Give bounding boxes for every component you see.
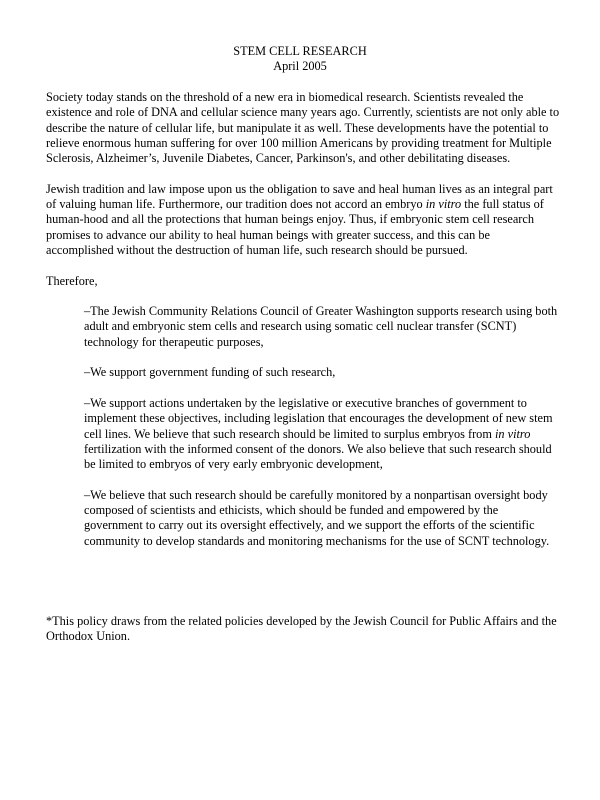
footnote: *This policy draws from the related policies developed by the Jewish Council for Public Affairs and the Orthodox Union. xyxy=(46,614,557,644)
resolution-item-1: –The Jewish Community Relations Council of Greater Washington supports research using both adult and embryonic stem cells and research using somatic cell nuclear transfer (SCNT) technology for therapeutic purposes, xyxy=(84,304,558,349)
therefore-line: Therefore, xyxy=(46,273,98,288)
intro-paragraph: Society today stands on the threshold of a new era in biomedical research. Scientists revealed the existence and role of DNA and cellular science many years ago. Currently, scientists are not only able to describe the nature of cellular life, but manipulate it as well. These developments have the potential to relieve enormous human suffering for over 100 million Americans by providing treatment for Multiple Sclerosis, Alzheimer’s, Juvenile Diabetes, Cancer, Parkinson's, and other debilitating diseases. xyxy=(46,90,560,166)
resolution-item-4: –We believe that such research should be carefully monitored by a nonpartisan oversight body composed of scientists and ethicists, which should be funded and empowered by the government to carry out its oversight effectively, and we support the efforts of the scientific community to develop standards and monitoring mechanisms for the use of SCNT technology. xyxy=(84,487,550,548)
document-title: STEM CELL RESEARCH xyxy=(233,44,367,58)
resolutions-list xyxy=(84,304,560,549)
resolution-item-3-part2: fertilization with the informed consent of the donors. We also believe that such research should be limited to embryos of very early embryonic development, xyxy=(84,441,552,472)
document-body xyxy=(46,90,560,564)
resolution-item-3 xyxy=(84,396,560,472)
tradition-paragraph xyxy=(46,182,560,258)
title-block xyxy=(0,44,600,75)
document-date: April 2005 xyxy=(273,59,327,74)
tradition-paragraph-part2: the full status of human-hood and all the protections that human beings enjoy. Thus, if embryonic stem cell research promises to advance our ability to heal human beings with greater success, and this can be accomplished without the destruction of human life, such research should be pursued. xyxy=(46,197,544,257)
resolution-item-3-part1: –We support actions undertaken by the legislative or executive branches of government to implement these objectives, including legislation that encourages the development of new stem cell lines. We believe that such research should be limited to surplus embryos from xyxy=(84,395,553,441)
resolution-item-3-italic: in vitro xyxy=(494,426,531,441)
tradition-paragraph-italic: in vitro xyxy=(425,197,462,212)
tradition-paragraph-part1: Jewish tradition and law impose upon us the obligation to save and heal human lives as an integral part of valuing human life. Furthermore, our tradition does not accord an embryo xyxy=(46,181,553,212)
resolution-item-2: –We support government funding of such research, xyxy=(84,365,336,380)
